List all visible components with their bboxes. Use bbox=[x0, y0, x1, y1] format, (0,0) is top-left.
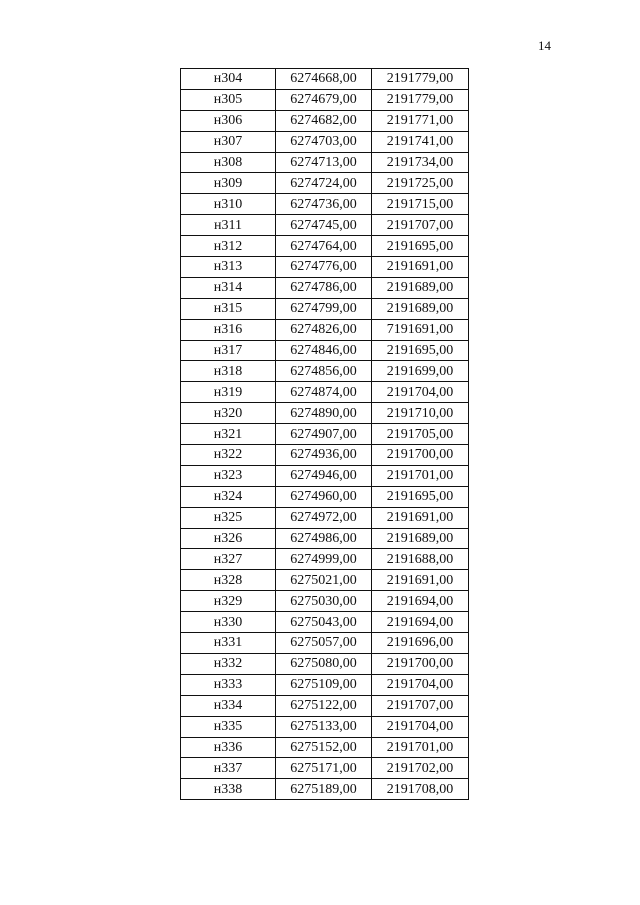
table-row bbox=[181, 257, 469, 278]
table-row bbox=[181, 507, 469, 528]
y-coordinate-cell: 2191689,00 bbox=[372, 528, 469, 549]
point-id-cell: н331 bbox=[181, 633, 276, 654]
x-coordinate-cell: 6274986,00 bbox=[276, 528, 372, 549]
point-id-cell: н308 bbox=[181, 152, 276, 173]
x-coordinate-cell: 6274724,00 bbox=[276, 173, 372, 194]
x-coordinate-cell: 6274826,00 bbox=[276, 319, 372, 340]
y-coordinate-cell: 2191725,00 bbox=[372, 173, 469, 194]
table-row bbox=[181, 695, 469, 716]
point-id-cell: н336 bbox=[181, 737, 276, 758]
point-id-cell: н306 bbox=[181, 110, 276, 131]
point-id-cell: н318 bbox=[181, 361, 276, 382]
y-coordinate-cell: 2191700,00 bbox=[372, 653, 469, 674]
point-id-cell: н326 bbox=[181, 528, 276, 549]
y-coordinate-cell: 2191704,00 bbox=[372, 382, 469, 403]
y-coordinate-cell: 2191710,00 bbox=[372, 403, 469, 424]
table-row bbox=[181, 424, 469, 445]
x-coordinate-cell: 6274668,00 bbox=[276, 69, 372, 90]
point-id-cell: н337 bbox=[181, 758, 276, 779]
point-id-cell: н319 bbox=[181, 382, 276, 403]
y-coordinate-cell: 2191771,00 bbox=[372, 110, 469, 131]
y-coordinate-cell: 2191695,00 bbox=[372, 340, 469, 361]
x-coordinate-cell: 6275152,00 bbox=[276, 737, 372, 758]
table-row bbox=[181, 152, 469, 173]
x-coordinate-cell: 6274679,00 bbox=[276, 89, 372, 110]
x-coordinate-cell: 6275189,00 bbox=[276, 779, 372, 800]
y-coordinate-cell: 2191699,00 bbox=[372, 361, 469, 382]
x-coordinate-cell: 6274972,00 bbox=[276, 507, 372, 528]
x-coordinate-cell: 6274907,00 bbox=[276, 424, 372, 445]
x-coordinate-cell: 6274799,00 bbox=[276, 298, 372, 319]
y-coordinate-cell: 2191700,00 bbox=[372, 445, 469, 466]
point-id-cell: н311 bbox=[181, 215, 276, 236]
point-id-cell: н312 bbox=[181, 236, 276, 257]
y-coordinate-cell: 2191779,00 bbox=[372, 89, 469, 110]
x-coordinate-cell: 6274786,00 bbox=[276, 277, 372, 298]
point-id-cell: н338 bbox=[181, 779, 276, 800]
page-number: 14 bbox=[538, 38, 551, 53]
table-row bbox=[181, 298, 469, 319]
point-id-cell: н321 bbox=[181, 424, 276, 445]
y-coordinate-cell: 2191696,00 bbox=[372, 633, 469, 654]
table-row bbox=[181, 89, 469, 110]
x-coordinate-cell: 6274745,00 bbox=[276, 215, 372, 236]
point-id-cell: н325 bbox=[181, 507, 276, 528]
y-coordinate-cell: 2191704,00 bbox=[372, 674, 469, 695]
point-id-cell: н305 bbox=[181, 89, 276, 110]
table-row bbox=[181, 465, 469, 486]
table-row bbox=[181, 612, 469, 633]
y-coordinate-cell: 2191694,00 bbox=[372, 591, 469, 612]
x-coordinate-cell: 6274874,00 bbox=[276, 382, 372, 403]
point-id-cell: н330 bbox=[181, 612, 276, 633]
x-coordinate-cell: 6274960,00 bbox=[276, 486, 372, 507]
x-coordinate-cell: 6275122,00 bbox=[276, 695, 372, 716]
point-id-cell: н310 bbox=[181, 194, 276, 215]
point-id-cell: н317 bbox=[181, 340, 276, 361]
x-coordinate-cell: 6274713,00 bbox=[276, 152, 372, 173]
x-coordinate-cell: 6274776,00 bbox=[276, 257, 372, 278]
point-id-cell: н327 bbox=[181, 549, 276, 570]
y-coordinate-cell: 2191708,00 bbox=[372, 779, 469, 800]
point-id-cell: н329 bbox=[181, 591, 276, 612]
point-id-cell: н320 bbox=[181, 403, 276, 424]
x-coordinate-cell: 6274946,00 bbox=[276, 465, 372, 486]
table-row bbox=[181, 131, 469, 152]
table-row bbox=[181, 633, 469, 654]
point-id-cell: н314 bbox=[181, 277, 276, 298]
point-id-cell: н304 bbox=[181, 69, 276, 90]
point-id-cell: н333 bbox=[181, 674, 276, 695]
y-coordinate-cell: 2191691,00 bbox=[372, 257, 469, 278]
y-coordinate-cell: 2191688,00 bbox=[372, 549, 469, 570]
table-row bbox=[181, 674, 469, 695]
x-coordinate-cell: 6275080,00 bbox=[276, 653, 372, 674]
table-row bbox=[181, 591, 469, 612]
table-row bbox=[181, 758, 469, 779]
point-id-cell: н316 bbox=[181, 319, 276, 340]
y-coordinate-cell: 2191779,00 bbox=[372, 69, 469, 90]
point-id-cell: н315 bbox=[181, 298, 276, 319]
y-coordinate-cell: 2191707,00 bbox=[372, 695, 469, 716]
x-coordinate-cell: 6275030,00 bbox=[276, 591, 372, 612]
table-row bbox=[181, 194, 469, 215]
table-row bbox=[181, 173, 469, 194]
table-row bbox=[181, 737, 469, 758]
point-id-cell: н313 bbox=[181, 257, 276, 278]
y-coordinate-cell: 2191715,00 bbox=[372, 194, 469, 215]
point-id-cell: н332 bbox=[181, 653, 276, 674]
x-coordinate-cell: 6275021,00 bbox=[276, 570, 372, 591]
table-row bbox=[181, 549, 469, 570]
point-id-cell: н335 bbox=[181, 716, 276, 737]
table-row bbox=[181, 382, 469, 403]
table-row bbox=[181, 570, 469, 591]
table-row bbox=[181, 340, 469, 361]
x-coordinate-cell: 6274856,00 bbox=[276, 361, 372, 382]
y-coordinate-cell: 2191704,00 bbox=[372, 716, 469, 737]
table-row bbox=[181, 528, 469, 549]
point-id-cell: н328 bbox=[181, 570, 276, 591]
table-row bbox=[181, 236, 469, 257]
x-coordinate-cell: 6275109,00 bbox=[276, 674, 372, 695]
table-row bbox=[181, 653, 469, 674]
table-row bbox=[181, 445, 469, 466]
y-coordinate-cell: 2191701,00 bbox=[372, 737, 469, 758]
x-coordinate-cell: 6275171,00 bbox=[276, 758, 372, 779]
y-coordinate-cell: 2191701,00 bbox=[372, 465, 469, 486]
table-row bbox=[181, 319, 469, 340]
x-coordinate-cell: 6274846,00 bbox=[276, 340, 372, 361]
table-row bbox=[181, 215, 469, 236]
x-coordinate-cell: 6275043,00 bbox=[276, 612, 372, 633]
x-coordinate-cell: 6274890,00 bbox=[276, 403, 372, 424]
point-id-cell: н322 bbox=[181, 445, 276, 466]
table-row bbox=[181, 361, 469, 382]
x-coordinate-cell: 6274703,00 bbox=[276, 131, 372, 152]
y-coordinate-cell: 2191741,00 bbox=[372, 131, 469, 152]
table-row bbox=[181, 779, 469, 800]
y-coordinate-cell: 2191691,00 bbox=[372, 507, 469, 528]
y-coordinate-cell: 2191695,00 bbox=[372, 236, 469, 257]
point-id-cell: н307 bbox=[181, 131, 276, 152]
y-coordinate-cell: 2191734,00 bbox=[372, 152, 469, 173]
table-row bbox=[181, 716, 469, 737]
coordinates-table-body bbox=[181, 69, 469, 800]
x-coordinate-cell: 6275133,00 bbox=[276, 716, 372, 737]
y-coordinate-cell: 2191695,00 bbox=[372, 486, 469, 507]
table-row bbox=[181, 110, 469, 131]
table-row bbox=[181, 69, 469, 90]
point-id-cell: н334 bbox=[181, 695, 276, 716]
x-coordinate-cell: 6274682,00 bbox=[276, 110, 372, 131]
y-coordinate-cell: 2191707,00 bbox=[372, 215, 469, 236]
point-id-cell: н324 bbox=[181, 486, 276, 507]
y-coordinate-cell: 2191705,00 bbox=[372, 424, 469, 445]
y-coordinate-cell: 7191691,00 bbox=[372, 319, 469, 340]
y-coordinate-cell: 2191691,00 bbox=[372, 570, 469, 591]
x-coordinate-cell: 6274736,00 bbox=[276, 194, 372, 215]
point-id-cell: н323 bbox=[181, 465, 276, 486]
x-coordinate-cell: 6275057,00 bbox=[276, 633, 372, 654]
x-coordinate-cell: 6274936,00 bbox=[276, 445, 372, 466]
table-row bbox=[181, 486, 469, 507]
table-row bbox=[181, 403, 469, 424]
y-coordinate-cell: 2191694,00 bbox=[372, 612, 469, 633]
y-coordinate-cell: 2191689,00 bbox=[372, 277, 469, 298]
y-coordinate-cell: 2191702,00 bbox=[372, 758, 469, 779]
coordinates-table bbox=[180, 68, 469, 800]
x-coordinate-cell: 6274764,00 bbox=[276, 236, 372, 257]
y-coordinate-cell: 2191689,00 bbox=[372, 298, 469, 319]
point-id-cell: н309 bbox=[181, 173, 276, 194]
table-row bbox=[181, 277, 469, 298]
x-coordinate-cell: 6274999,00 bbox=[276, 549, 372, 570]
